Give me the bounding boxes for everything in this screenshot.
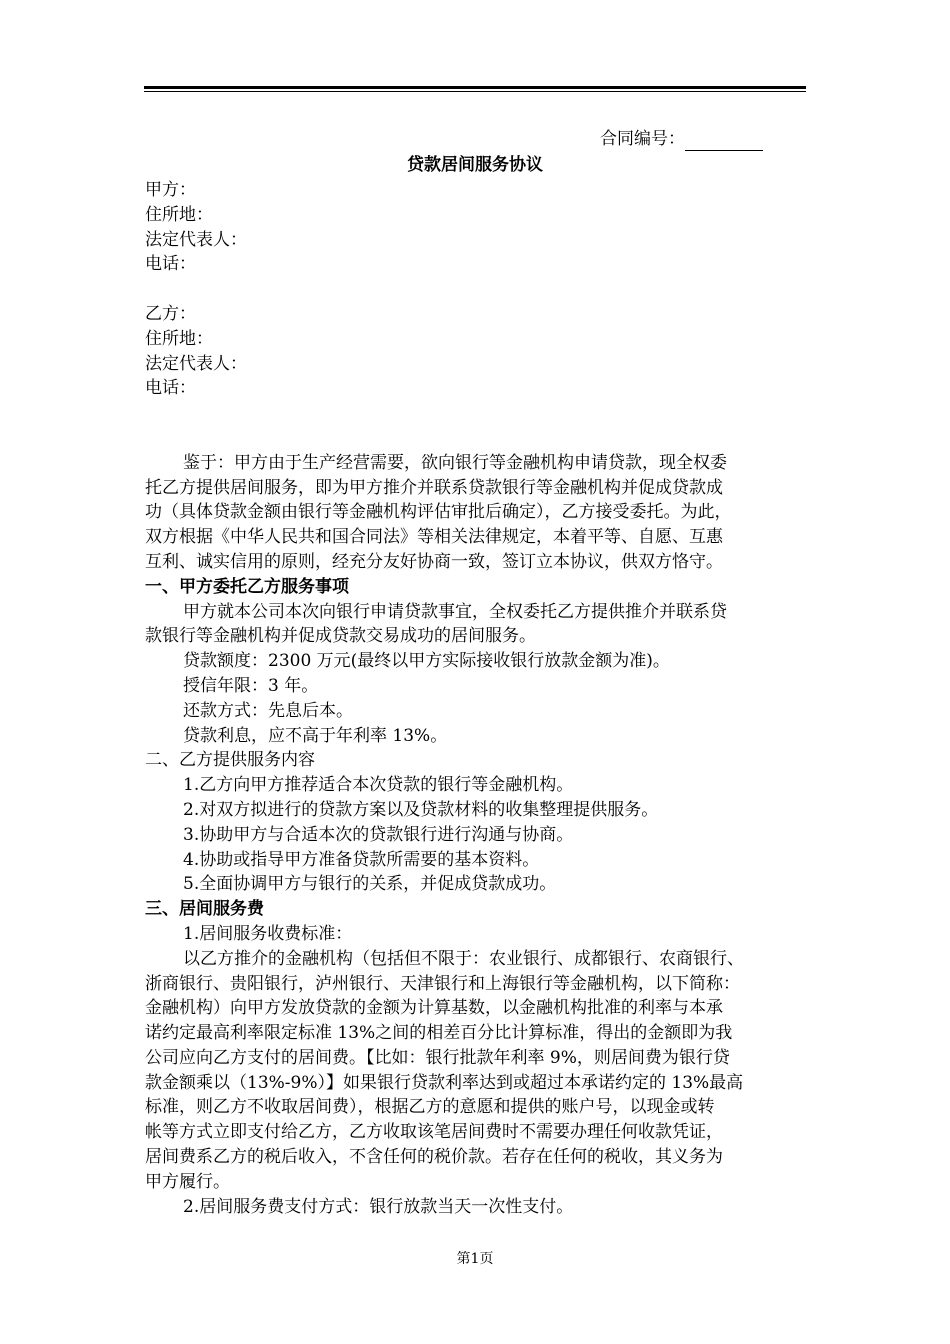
- service-item: 2.对双方拟进行的贷款方案以及贷款材料的收集整理提供服务。: [183, 799, 659, 820]
- fee-line: 标准，则乙方不收取居间费），根据乙方的意愿和提供的账户号，以现金或转: [145, 1097, 715, 1118]
- party-b-phone: 电话：: [145, 378, 196, 399]
- contract-number-label: 合同编号：: [600, 129, 685, 149]
- preamble-line: 互利、诚实信用的原则，经充分友好协商一致，签订立本协议，供双方恪守。: [145, 551, 723, 572]
- service-item: 5.全面协调甲方与银行的关系，并促成贷款成功。: [183, 874, 557, 895]
- party-b-address: 住所地：: [145, 328, 213, 349]
- document-body: [145, 178, 817, 1219]
- party-a-phone: 电话：: [145, 254, 196, 275]
- party-a-block: [145, 178, 817, 277]
- preamble-line: 双方根据《中华人民共和国合同法》等相关法律规定，本着平等、自愿、互惠: [145, 527, 723, 548]
- section-1-line: 甲方就本公司本次向银行申请贷款事宜，全权委托乙方提供推介并联系贷: [183, 601, 727, 622]
- preamble-line: 鉴于：甲方由于生产经营需要，欲向银行等金融机构申请贷款，现全权委: [183, 452, 727, 473]
- section-1-heading: 一、甲方委托乙方服务事项: [145, 576, 349, 597]
- section-3: [145, 897, 817, 1219]
- party-b-legal-rep: 法定代表人：: [145, 353, 247, 374]
- party-a-name: 甲方：: [145, 180, 196, 200]
- fee-line: 诺约定最高利率限定标准 13%之间的相差百分比计算标准，得出的金额即为我: [145, 1023, 733, 1044]
- party-a-legal-rep: 法定代表人：: [145, 229, 247, 250]
- service-item: 4.协助或指导甲方准备贷款所需要的基本资料。: [183, 849, 540, 870]
- party-a-address: 住所地：: [145, 204, 213, 225]
- section-3-heading: 三、居间服务费: [145, 899, 264, 920]
- fee-line: 金融机构）向甲方发放贷款的金额为计算基数，以金融机构批准的利率与本承: [145, 998, 723, 1019]
- contract-number-blank: [685, 130, 763, 151]
- service-item: 3.协助甲方与合适本次的贷款银行进行沟通与协商。: [183, 824, 574, 845]
- header-rule-thin: [144, 91, 806, 92]
- section-1-line: 款银行等金融机构并促成贷款交易成功的居间服务。: [145, 626, 536, 647]
- fee-line: 公司应向乙方支付的居间费。【比如：银行批款年利率 9%，则居间费为银行贷: [145, 1047, 730, 1068]
- fee-standard-heading: 1.居间服务收费标准：: [183, 923, 353, 944]
- fee-line: 以乙方推介的金融机构（包括但不限于：农业银行、成都银行、农商银行、: [183, 948, 744, 969]
- spacer: [145, 401, 817, 451]
- header-rule-thick: [144, 86, 806, 89]
- contract-number: [600, 127, 763, 151]
- section-1: [145, 575, 817, 749]
- credit-term: 授信年限：3 年。: [183, 675, 319, 696]
- party-b-block: [145, 302, 817, 401]
- service-item: 1.乙方向甲方推荐适合本次贷款的银行等金融机构。: [183, 775, 574, 796]
- page-number: 第1页: [456, 1251, 494, 1267]
- fee-payment-method: 2.居间服务费支付方式：银行放款当天一次性支付。: [183, 1196, 574, 1217]
- repayment-method: 还款方式：先息后本。: [183, 700, 353, 721]
- spacer: [145, 277, 817, 302]
- fee-line: 帐等方式立即支付给乙方，乙方收取该笔居间费时不需要办理任何收款凭证，: [145, 1122, 723, 1143]
- party-b-name: 乙方：: [145, 303, 196, 324]
- loan-amount: 贷款额度：2300 万元(最终以甲方实际接收银行放款金额为准)。: [183, 651, 670, 672]
- preamble-paragraph: [145, 451, 817, 575]
- section-2-heading: 二、乙方提供服务内容: [145, 750, 315, 771]
- document-title: 贷款居间服务协议: [407, 155, 543, 175]
- section-2: [145, 748, 817, 897]
- fee-line: 甲方履行。: [145, 1171, 230, 1192]
- preamble-line: 功（具体贷款金额由银行等金融机构评估审批后确定），乙方接受委托。为此，: [145, 502, 732, 523]
- loan-interest: 贷款利息，应不高于年利率 13%。: [183, 725, 448, 746]
- preamble-line: 托乙方提供居间服务，即为甲方推介并联系贷款银行等金融机构并促成贷款成: [145, 477, 723, 498]
- fee-line: 浙商银行、贵阳银行，泸州银行、天津银行和上海银行等金融机构，以下简称：: [145, 973, 740, 994]
- fee-line: 居间费系乙方的税后收入，不含任何的税价款。若存在任何的税收，其义务为: [145, 1147, 723, 1168]
- fee-line: 款金额乘以（13%-9%）】如果银行贷款利率达到或超过本承诺约定的 13%最高: [145, 1072, 744, 1093]
